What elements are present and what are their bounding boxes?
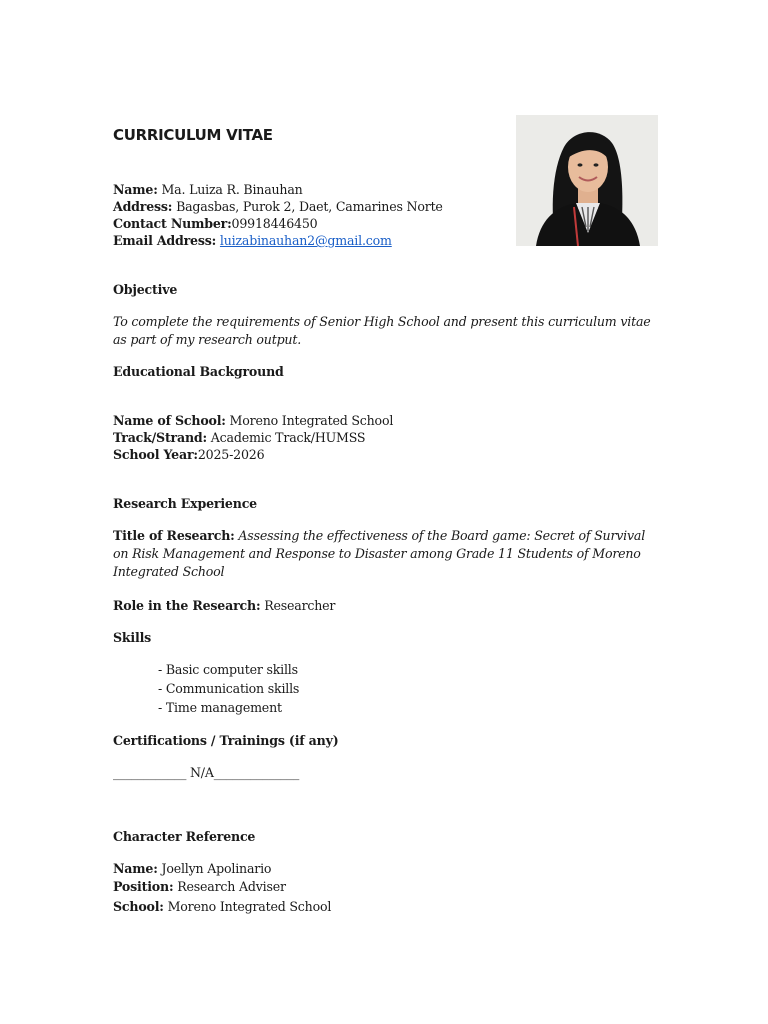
certifications-heading: Certifications / Trainings (if any) (113, 733, 339, 748)
school-line: Name of School: Moreno Integrated School (113, 413, 394, 428)
objective-heading: Objective (113, 282, 178, 297)
name-line: Name: Ma. Luiza R. Binauhan (113, 182, 303, 197)
track-line: Track/Strand: Academic Track/HUMSS (113, 430, 366, 445)
skills-heading: Skills (113, 630, 152, 645)
reference-name-line: Name: Joellyn Apolinario (113, 861, 272, 876)
reference-position-line: Position: Research Adviser (113, 879, 286, 894)
reference-heading: Character Reference (113, 829, 256, 844)
skill-item: - Time management (158, 700, 282, 715)
research-role-line: Role in the Research: Researcher (113, 598, 336, 613)
reference-school-line: School: Moreno Integrated School (113, 899, 332, 914)
address-line: Address: Bagasbas, Purok 2, Daet, Camarines Norte (113, 199, 443, 214)
contact-line: Contact Number:09918446450 (113, 216, 318, 231)
objective-text: To complete the requirements of Senior High School and present this curriculum vitae as part of my research output. (113, 314, 651, 347)
education-heading: Educational Background (113, 364, 284, 379)
skill-item: - Basic computer skills (158, 662, 298, 677)
research-title: Title of Research: Assessing the effectiveness of the Board game: Secret of Survival on Risk Management and Response to Disaster among Grade 11 Students of Moreno Integrated School (113, 528, 646, 579)
skill-item: - Communication skills (158, 681, 300, 696)
email-link[interactable]: luizabinauhan2@gmail.com (219, 233, 392, 248)
page-title: CURRICULUM VITAE (113, 126, 273, 144)
email-line: Email Address: luizabinauhan2@gmail.com (113, 233, 392, 248)
certifications-value: ____________ N/A______________ (113, 765, 300, 780)
profile-photo (516, 115, 658, 246)
research-heading: Research Experience (113, 496, 257, 511)
school-year-line: School Year:2025-2026 (113, 447, 265, 462)
